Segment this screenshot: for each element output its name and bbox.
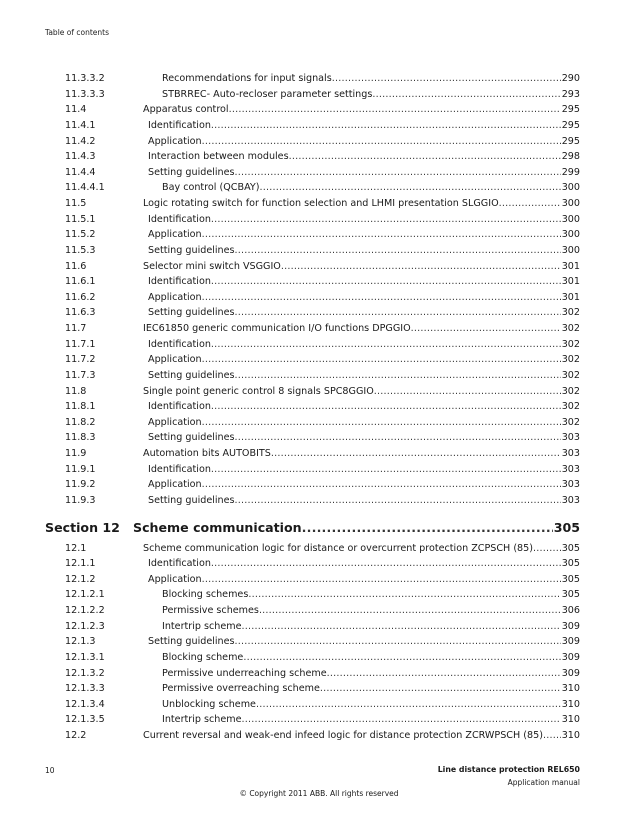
- dot-leader: [202, 290, 561, 306]
- dot-leader: [533, 541, 561, 557]
- toc-entry[interactable]: [0, 587, 638, 603]
- toc-entry-number: 11.4.1: [65, 119, 96, 131]
- toc-entry-page: 300: [561, 182, 580, 194]
- toc-entry[interactable]: [0, 430, 638, 446]
- toc-entry-page: 309: [561, 636, 580, 648]
- toc-entry-number: 11.7.3: [65, 369, 96, 381]
- toc-entry-page: 299: [561, 166, 580, 178]
- toc-entry-title: Blocking schemes: [162, 589, 249, 601]
- toc-entry-title: Permissive schemes: [162, 605, 259, 616]
- toc-entry[interactable]: [0, 477, 638, 493]
- dot-leader: [499, 196, 561, 212]
- dot-leader: [256, 697, 561, 713]
- toc-entry-number: 12.1.3: [65, 636, 96, 648]
- dot-leader: [211, 556, 561, 572]
- toc-entry-number: 11.3.3.3: [65, 88, 105, 100]
- dot-leader: [248, 587, 560, 603]
- toc-entry[interactable]: [0, 149, 638, 165]
- dot-leader: [202, 415, 561, 431]
- toc-entry-title: Permissive overreaching scheme: [162, 683, 320, 695]
- toc-entry-number: 12.1.3.2: [65, 667, 105, 679]
- toc-entry-page: 303: [561, 479, 580, 491]
- dot-leader: [235, 368, 561, 384]
- toc-entry-page: 300: [561, 244, 580, 256]
- toc-entry[interactable]: [0, 243, 638, 259]
- toc-entry-title: Setting guidelines: [148, 494, 235, 506]
- toc-entry[interactable]: [0, 71, 638, 87]
- toc-entry-page: 303: [561, 463, 580, 475]
- toc-entry-page: 302: [561, 416, 580, 428]
- section-title: Scheme communication: [133, 519, 302, 535]
- toc-entry[interactable]: [0, 212, 638, 228]
- dot-leader: [243, 650, 560, 666]
- dot-leader: [211, 274, 561, 290]
- toc-entry-page: 302: [561, 401, 580, 413]
- dot-leader: [202, 477, 561, 493]
- dot-leader: [211, 118, 561, 134]
- toc-entry[interactable]: [0, 681, 638, 697]
- dot-leader: [235, 165, 561, 181]
- toc-entry-page: 310: [561, 698, 580, 710]
- toc-entry-number: 11.7: [65, 323, 87, 334]
- toc-entry-number: 11.8.2: [65, 416, 96, 428]
- toc-entry-title: Application: [148, 416, 202, 428]
- toc-entry-page: 295: [561, 104, 580, 116]
- toc-entry-page: 303: [561, 494, 580, 506]
- dot-leader: [543, 728, 561, 744]
- toc-entry-number: 11.5.1: [65, 213, 96, 225]
- toc-entry-number: 11.6.2: [65, 291, 96, 303]
- toc-entry-page: 302: [561, 323, 580, 334]
- toc-entry-number: 11.9.2: [65, 479, 96, 491]
- toc-entry-number: 12.2: [65, 730, 87, 741]
- toc-entry-title: Application: [148, 479, 202, 491]
- toc-entry-title: IEC61850 generic communication I/O functions DPGGIO: [143, 323, 411, 334]
- toc-entry-number: 12.1.3.4: [65, 698, 105, 710]
- page-number: 10: [45, 766, 55, 775]
- toc-entry[interactable]: [0, 368, 638, 384]
- copyright-notice: © Copyright 2011 ABB. All rights reserved: [239, 789, 399, 798]
- toc-entry-number: 11.8.1: [65, 401, 96, 413]
- toc-entry-title: Blocking scheme: [162, 651, 244, 663]
- dot-leader: [202, 572, 561, 588]
- dot-leader: [372, 87, 560, 103]
- toc-entry[interactable]: [0, 274, 638, 290]
- toc-entry-title: Identification: [148, 463, 211, 475]
- dot-leader: [271, 446, 561, 462]
- dot-leader: [202, 352, 561, 368]
- toc-entry-number: 11.7.1: [65, 338, 96, 350]
- toc-entry[interactable]: [0, 196, 638, 212]
- toc-entry-page: 301: [561, 291, 580, 303]
- toc-entry-page: 305: [561, 589, 580, 601]
- toc-entry-title: Setting guidelines: [148, 369, 235, 381]
- dot-leader: [374, 384, 561, 400]
- toc-entry[interactable]: [0, 384, 638, 400]
- toc-entry-title: Setting guidelines: [148, 636, 235, 648]
- toc-entry[interactable]: [0, 290, 638, 306]
- toc-entry-title: Identification: [148, 558, 211, 570]
- toc-entry-title: Application: [148, 291, 202, 303]
- toc-entry[interactable]: [0, 337, 638, 353]
- toc-entry-number: 11.8.3: [65, 432, 96, 444]
- toc-entry-page: 310: [561, 683, 580, 695]
- toc-entry[interactable]: [0, 697, 638, 713]
- toc-entry-number: 11.5.2: [65, 229, 96, 241]
- toc-entry-number: 11.8: [65, 385, 87, 397]
- toc-entry-number: 11.3.3.2: [65, 73, 105, 84]
- toc-entry-title: Single point generic control 8 signals SPC8GGIO: [143, 385, 374, 397]
- toc-entry-title: Setting guidelines: [148, 166, 235, 178]
- dot-leader: [327, 666, 561, 682]
- toc-entry-number: 11.4.2: [65, 135, 96, 147]
- toc-entry-page: 302: [561, 369, 580, 381]
- toc-section-heading[interactable]: [0, 519, 638, 537]
- dot-leader: [229, 102, 561, 118]
- dot-leader: [302, 519, 553, 537]
- toc-entry[interactable]: [0, 556, 638, 572]
- dot-leader: [235, 430, 561, 446]
- toc-entry-title: Application: [148, 354, 202, 366]
- toc-entry-title: Application: [148, 229, 202, 241]
- toc-entry-number: 12.1.2: [65, 573, 96, 585]
- dot-leader: [211, 399, 561, 415]
- toc-entry-title: Current reversal and weak-end infeed logic for distance protection ZCRWPSCH (85): [143, 730, 543, 741]
- toc-entry-page: 310: [561, 714, 580, 726]
- toc-entry-title: Setting guidelines: [148, 307, 235, 319]
- toc-entry[interactable]: [0, 102, 638, 118]
- toc-entry-number: 11.9: [65, 448, 87, 459]
- toc-entry[interactable]: [0, 493, 638, 509]
- dot-leader: [259, 603, 561, 619]
- toc-entry-number: 11.4.4.1: [65, 182, 105, 194]
- toc-entry-page: 305: [561, 542, 580, 554]
- toc-entry-page: 295: [561, 119, 580, 131]
- dot-leader: [411, 321, 561, 337]
- dot-leader: [202, 227, 561, 243]
- product-name: Line distance protection REL650: [437, 765, 580, 774]
- toc-entry-number: 11.6.3: [65, 307, 96, 319]
- toc-entry-title: Application: [148, 573, 202, 585]
- toc-entry-number: 12.1.3.3: [65, 683, 105, 695]
- toc-entry-page: 302: [561, 354, 580, 366]
- toc-entry[interactable]: [0, 650, 638, 666]
- section-page: 305: [553, 519, 580, 535]
- toc-entry[interactable]: [0, 541, 638, 557]
- toc-entry-title: Selector mini switch VSGGIO: [143, 260, 281, 272]
- dot-leader: [332, 71, 561, 87]
- toc-entry-title: STBRREC- Auto-recloser parameter settings: [162, 88, 373, 100]
- toc-entry[interactable]: [0, 321, 638, 337]
- toc-entry-number: 11.9.3: [65, 494, 96, 506]
- toc-entry[interactable]: [0, 305, 638, 321]
- toc-entry-title: Intertrip scheme: [162, 620, 242, 632]
- toc-entry[interactable]: [0, 572, 638, 588]
- toc-entry-number: 11.5: [65, 198, 87, 209]
- toc-entry-number: 12.1.3.5: [65, 714, 105, 726]
- dot-leader: [281, 259, 561, 275]
- toc-entry-page: 306: [561, 605, 580, 616]
- toc-entry[interactable]: [0, 134, 638, 150]
- toc-entry-number: 11.6.1: [65, 276, 96, 288]
- toc-entry-number: 11.4.4: [65, 166, 96, 178]
- toc-entry[interactable]: [0, 118, 638, 134]
- toc-entry-title: Unblocking scheme: [162, 698, 256, 710]
- dot-leader: [235, 305, 561, 321]
- toc-entry[interactable]: [0, 619, 638, 635]
- toc-entry-page: 298: [561, 151, 580, 163]
- toc-entry-page: 295: [561, 135, 580, 147]
- toc-entry[interactable]: [0, 180, 638, 196]
- toc-entry-page: 310: [561, 730, 580, 741]
- toc-entry-page: 302: [561, 338, 580, 350]
- toc-entry-page: 305: [561, 558, 580, 570]
- dot-leader: [202, 134, 561, 150]
- toc-entry-title: Identification: [148, 401, 211, 413]
- toc-entry[interactable]: [0, 352, 638, 368]
- dot-leader: [242, 619, 561, 635]
- toc-entry-number: 11.6: [65, 260, 87, 272]
- toc-entry-title: Setting guidelines: [148, 244, 235, 256]
- toc-entry-page: 309: [561, 667, 580, 679]
- dot-leader: [211, 337, 561, 353]
- toc-entry-title: Setting guidelines: [148, 432, 235, 444]
- toc-entry-title: Interaction between modules: [148, 151, 289, 163]
- toc-entry-title: Identification: [148, 276, 211, 288]
- toc-entry[interactable]: [0, 415, 638, 431]
- toc-entry-page: 302: [561, 307, 580, 319]
- dot-leader: [235, 243, 561, 259]
- manual-type: Application manual: [507, 778, 580, 787]
- toc-entry-number: 11.4: [65, 104, 87, 116]
- toc-entry-title: Intertrip scheme: [162, 714, 242, 726]
- toc-entry[interactable]: [0, 666, 638, 682]
- toc-entry-page: 302: [561, 385, 580, 397]
- toc-entry-number: 11.4.3: [65, 151, 96, 163]
- toc-entry-number: 12.1.2.3: [65, 620, 105, 632]
- toc-entry-number: 11.9.1: [65, 463, 96, 475]
- toc-entry-title: Application: [148, 135, 202, 147]
- toc-entry-number: 12.1.2.1: [65, 589, 105, 601]
- toc-entry-title: Identification: [148, 213, 211, 225]
- toc-entry-number: 12.1.3.1: [65, 651, 105, 663]
- toc-entry-title: Apparatus control: [143, 104, 229, 116]
- toc-entry-page: 300: [561, 229, 580, 241]
- toc-entry-page: 305: [561, 573, 580, 585]
- toc-entry-title: Automation bits AUTOBITS: [143, 448, 271, 459]
- toc-entry-number: 11.5.3: [65, 244, 96, 256]
- toc-entry-number: 12.1: [65, 542, 87, 554]
- toc-entry-title: Recommendations for input signals: [162, 73, 332, 84]
- toc-entry[interactable]: [0, 603, 638, 619]
- toc-entry-number: 12.1.1: [65, 558, 96, 570]
- toc-entry-page: 309: [561, 620, 580, 632]
- toc-entry-title: Identification: [148, 338, 211, 350]
- toc-entry-page: 301: [561, 276, 580, 288]
- running-header: Table of contents: [45, 28, 110, 37]
- toc-entry-page: 309: [561, 651, 580, 663]
- toc-entry-number: 12.1.2.2: [65, 605, 105, 616]
- toc-entry-title: Logic rotating switch for function selection and LHMI presentation SLGGIO: [143, 198, 499, 209]
- toc-entry-page: 303: [561, 432, 580, 444]
- toc-list: [0, 71, 638, 744]
- toc-entry-page: 303: [561, 448, 580, 459]
- toc-entry-page: 300: [561, 198, 580, 209]
- toc-entry-page: 293: [561, 88, 580, 100]
- toc-entry[interactable]: [0, 712, 638, 728]
- dot-leader: [289, 149, 561, 165]
- toc-entry[interactable]: [0, 165, 638, 181]
- dot-leader: [211, 462, 561, 478]
- toc-entry[interactable]: [0, 399, 638, 415]
- dot-leader: [235, 493, 561, 509]
- toc-entry-page: 290: [561, 73, 580, 84]
- toc-entry-title: Bay control (QCBAY): [162, 182, 260, 194]
- toc-entry[interactable]: [0, 462, 638, 478]
- dot-leader: [320, 681, 561, 697]
- dot-leader: [260, 180, 561, 196]
- toc-entry-number: 11.7.2: [65, 354, 96, 366]
- toc-entry-title: Identification: [148, 119, 211, 131]
- toc-entry[interactable]: [0, 259, 638, 275]
- toc-entry[interactable]: [0, 87, 638, 103]
- toc-entry[interactable]: [0, 446, 638, 462]
- dot-leader: [211, 212, 561, 228]
- toc-entry[interactable]: [0, 728, 638, 744]
- toc-entry[interactable]: [0, 634, 638, 650]
- dot-leader: [242, 712, 561, 728]
- toc-entry-page: 300: [561, 213, 580, 225]
- toc-entry-title: Scheme communication logic for distance or overcurrent protection ZCPSCH (85): [143, 542, 534, 554]
- toc-entry-title: Permissive underreaching scheme: [162, 667, 327, 679]
- dot-leader: [235, 634, 561, 650]
- section-number: Section 12: [45, 519, 120, 535]
- toc-entry[interactable]: [0, 227, 638, 243]
- toc-entry-page: 301: [561, 260, 580, 272]
